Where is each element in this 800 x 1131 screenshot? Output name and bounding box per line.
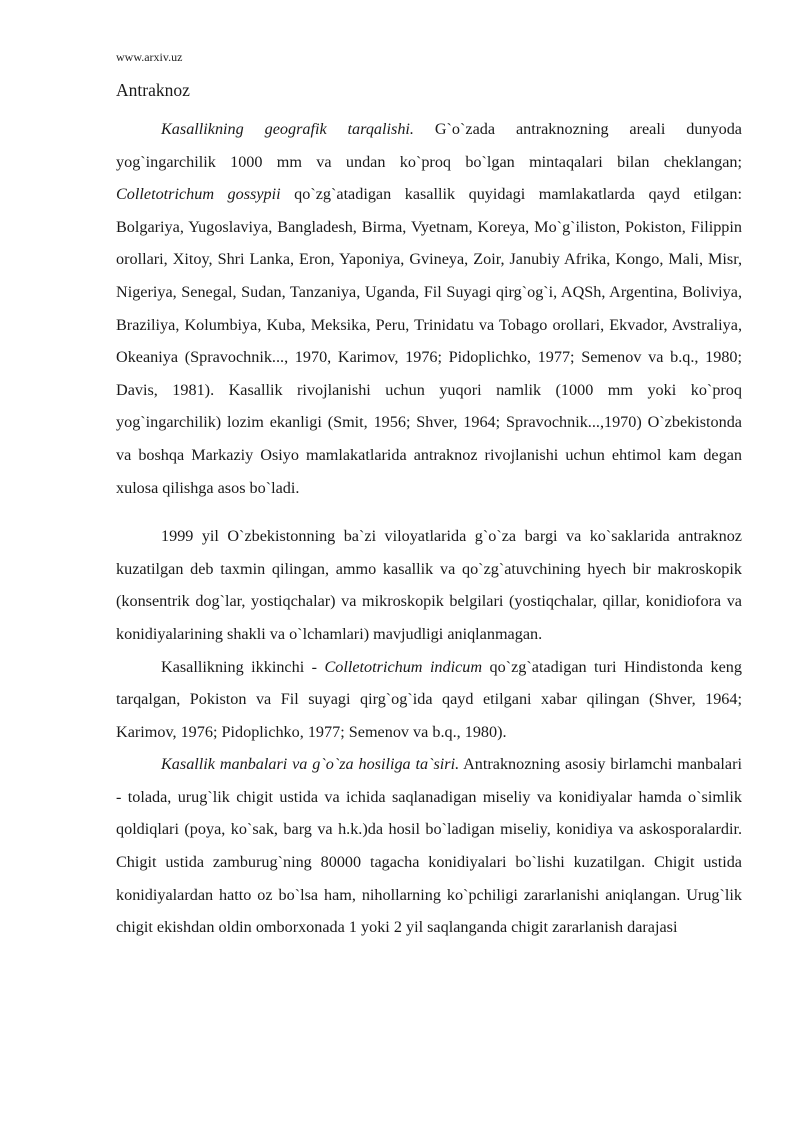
- paragraph-uzbekistan-1999: [116, 520, 742, 650]
- paragraph-text: G`o`zada antraknozning areali dunyoda yog`ingarchilik 1000 mm va undan ko`proq bo`lgan mintaqalari bilan cheklangan;: [116, 120, 742, 171]
- site-header: www.arxiv.uz: [116, 50, 183, 64]
- species-name: Colletotrichum indicum: [324, 657, 483, 676]
- document-body: [116, 113, 742, 944]
- species-name: Colletotrichum gossypii: [116, 185, 281, 204]
- paragraph-text: Antraknozning asosiy birlamchi manbalari - tolada, urug`lik chigit ustida va ichida saqlanadigan miseliy va konidiyalar hamda o`simlik qoldiqlari (poya, ko`sak, barg va h.k.)da hosil bo`ladigan miseliy, konidiya va askosporalardir. Chigit ustida zamburug`ning 80000 tagacha konidiyalari bo`lishi kuzatilgan. Chigit ustida konidiyalardan hatto oz bo`lsa ham, nihollarning ko`pchiligi zararlanishi aniqlangan. Urug`lik chigit ekishdan oldin omborxonada 1 yoki 2 yil saqlanganda chigit zararlanish darajasi: [116, 755, 742, 937]
- paragraph-geographic-spread: [116, 113, 742, 504]
- section-heading-disease-sources: Kasallik manbalari va g`o`za hosiliga ta`siri.: [161, 755, 460, 774]
- document-title: Antraknoz: [116, 80, 190, 100]
- paragraph-text: 1999 yil O`zbekistonning ba`zi viloyatlarida g`o`za bargi va ko`saklarida antraknoz kuzatilgan deb taxmin qilingan, ammo kasallik va qo`zg`atuvchining hyech bir makroskopik (konsentrik dog`lar, yostiqchalar) va mikroskopik belgilari (yostiqchalar, qillar, konidiofora va konidiyalarining shakli va o`lchamlari) mavjudligi aniqlanmagan.: [116, 527, 742, 643]
- paragraph-second-species: [116, 651, 742, 749]
- paragraph-disease-sources: [116, 748, 742, 944]
- section-heading-geographic-spread: Kasallikning geografik tarqalishi.: [161, 120, 414, 138]
- paragraph-text: qo`zg`atadigan kasallik quyidagi mamlakatlarda qayd etilgan: Bolgariya, Yugoslaviya, Bangladesh, Birma, Vyetnam, Koreya, Mo`g`iliston, Pokiston, Filippin orollari, Xitoy, Shri Lanka, Eron, Yaponiya, Gvineya, Zoir, Janubiy Afrika, Kongo, Mali, Misr, Nigeriya, Senegal, Sudan, Tanzaniya, Uganda, Fil Suyagi qirg`og`i, AQSh, Argentina, Boliviya, Braziliya, Kolumbiya, Kuba, Meksika, Peru, Trinidatu va Tobago orollari, Ekvador, Avstraliya, Okeaniya (Spravochnik..., 1970, Karimov, 1976; Pidoplichko, 1977; Semenov va b.q., 1980; Davis, 1981). Kasallik rivojlanishi uchun yuqori namlik (1000 mm yoki ko`proq yog`ingarchilik) lozim ekanligi (Smit, 1956; Shver, 1964; Spravochnik...,1970) O`zbekistonda va boshqa Markaziy Osiyo mamlakatlarida antraknoz rivojlanishi uchun ehtimol kam degan xulosa qilishga asos bo`ladi.: [116, 185, 743, 497]
- paragraph-text: qo`zg`atadigan turi Hindistonda keng tarqalgan, Pokiston va Fil suyagi qirg`og`ida qayd etilgani xabar qilingan (Shver, 1964; Karimov, 1976; Pidoplichko, 1977; Semenov va b.q., 1980).: [116, 657, 742, 741]
- paragraph-text: Kasallikning ikkinchi -: [161, 657, 325, 676]
